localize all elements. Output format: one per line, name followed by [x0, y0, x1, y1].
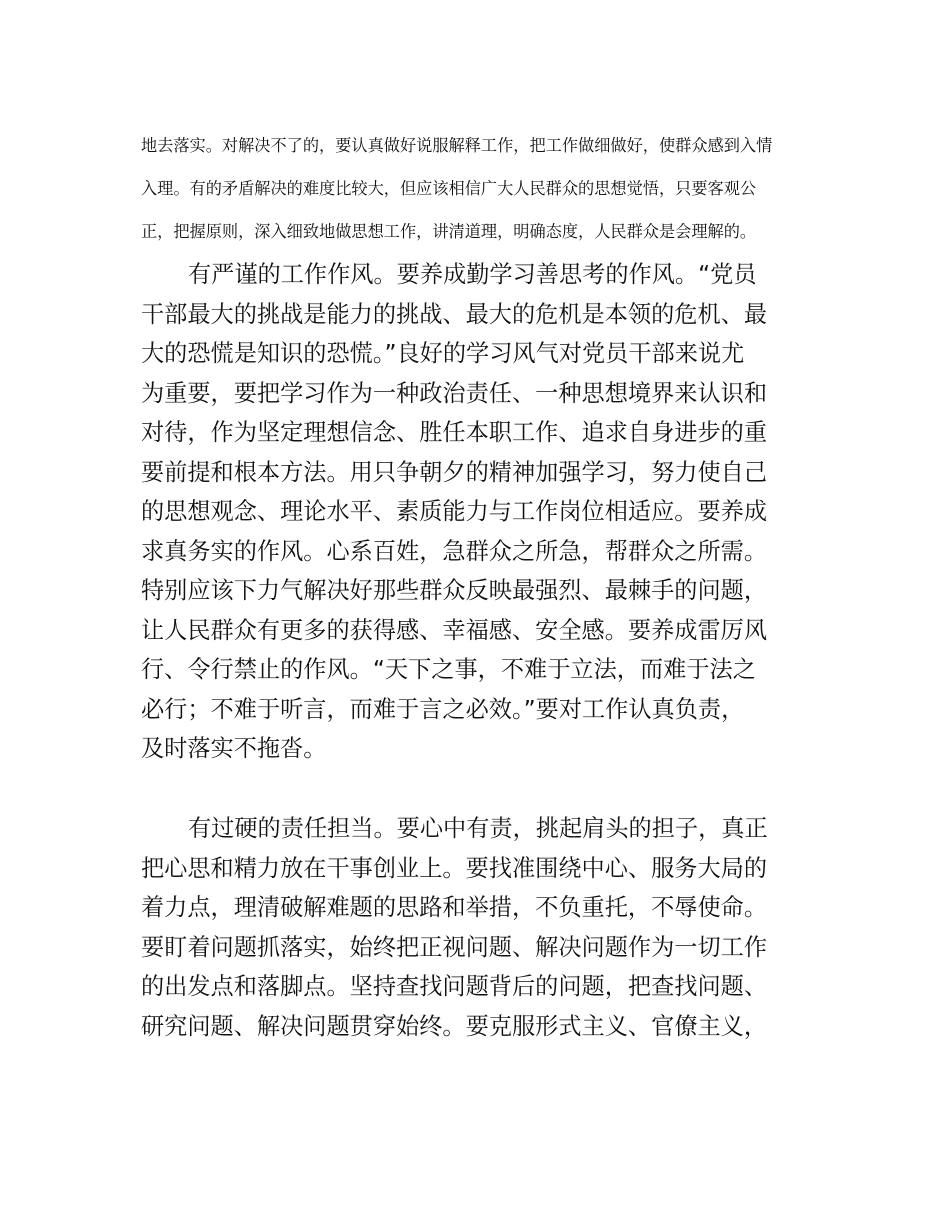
text-line: 大的恐慌是知识的恐慌。”良好的学习风气对党员干部来说尤 [141, 340, 745, 367]
text-line: 要盯着问题抓落实，始终把正视问题、解决问题作为一切工作 [141, 933, 768, 961]
text-line: 行、令行禁止的作风。“天下之事，不难于立法，而难于法之 [141, 656, 756, 683]
paragraph-work-style [141, 255, 821, 769]
text-line: 的出发点和落脚点。坚持查找问题背后的问题，把查找问题、 [141, 973, 768, 1000]
text-line: 特别应该下力气解决好那些群众反映最强烈、最棘手的问题， [141, 577, 768, 604]
text-line: 要前提和根本方法。用只争朝夕的精神加强学习，努力使自己 [141, 458, 768, 486]
text-line: 正，把握原则，深入细致地做思想工作，讲清道理，明确态度，人民群众是会理解的。 [141, 222, 757, 241]
paragraph-responsibility [141, 809, 821, 1046]
text-line: 必行；不难于听言，而难于言之必效。”要对工作认真负责， [141, 695, 745, 723]
text-line: 把心思和精力放在干事创业上。要找准围绕中心、服务大局的 [141, 854, 768, 882]
text-line: 有过硬的责任担当。要心中有责，挑起肩头的担子，真正 [188, 815, 768, 842]
text-line: 入理。有的矛盾解决的难度比较大，但应该相信广大人民群众的思想觉悟，只要客观公 [141, 179, 757, 198]
text-line: 让人民群众有更多的获得感、幸福感、安全感。要养成雷厉风 [141, 616, 768, 644]
text-line: 对待，作为坚定理想信念、胜任本职工作、追求自身进步的重 [141, 419, 768, 446]
text-line: 地去落实。对解决不了的，要认真做好说服解释工作，把工作做细做好，使群众感到入情 [141, 136, 773, 155]
text-line: 求真务实的作风。心系百姓，急群众之所急，帮群众之所需。 [141, 537, 768, 565]
intro-paragraph-continuation [141, 124, 813, 253]
text-line: 干部最大的挑战是能力的挑战、最大的危机是本领的危机、最 [141, 300, 768, 328]
text-line: 为重要，要把学习作为一种政治责任、一种思想境界来认识和 [141, 379, 768, 407]
text-line: 及时落实不拖沓。 [141, 735, 327, 762]
text-line: 研究问题、解决问题贯穿始终。要克服形式主义、官僚主义， [141, 1012, 768, 1040]
text-line: 着力点，理清破解难题的思路和举措，不负重托，不辱使命。 [141, 894, 768, 921]
text-line: 有严谨的工作作风。要养成勤学习善思考的作风。“党员 [188, 261, 757, 288]
text-line: 的思想观念、理论水平、素质能力与工作岗位相适应。要养成 [141, 498, 768, 525]
